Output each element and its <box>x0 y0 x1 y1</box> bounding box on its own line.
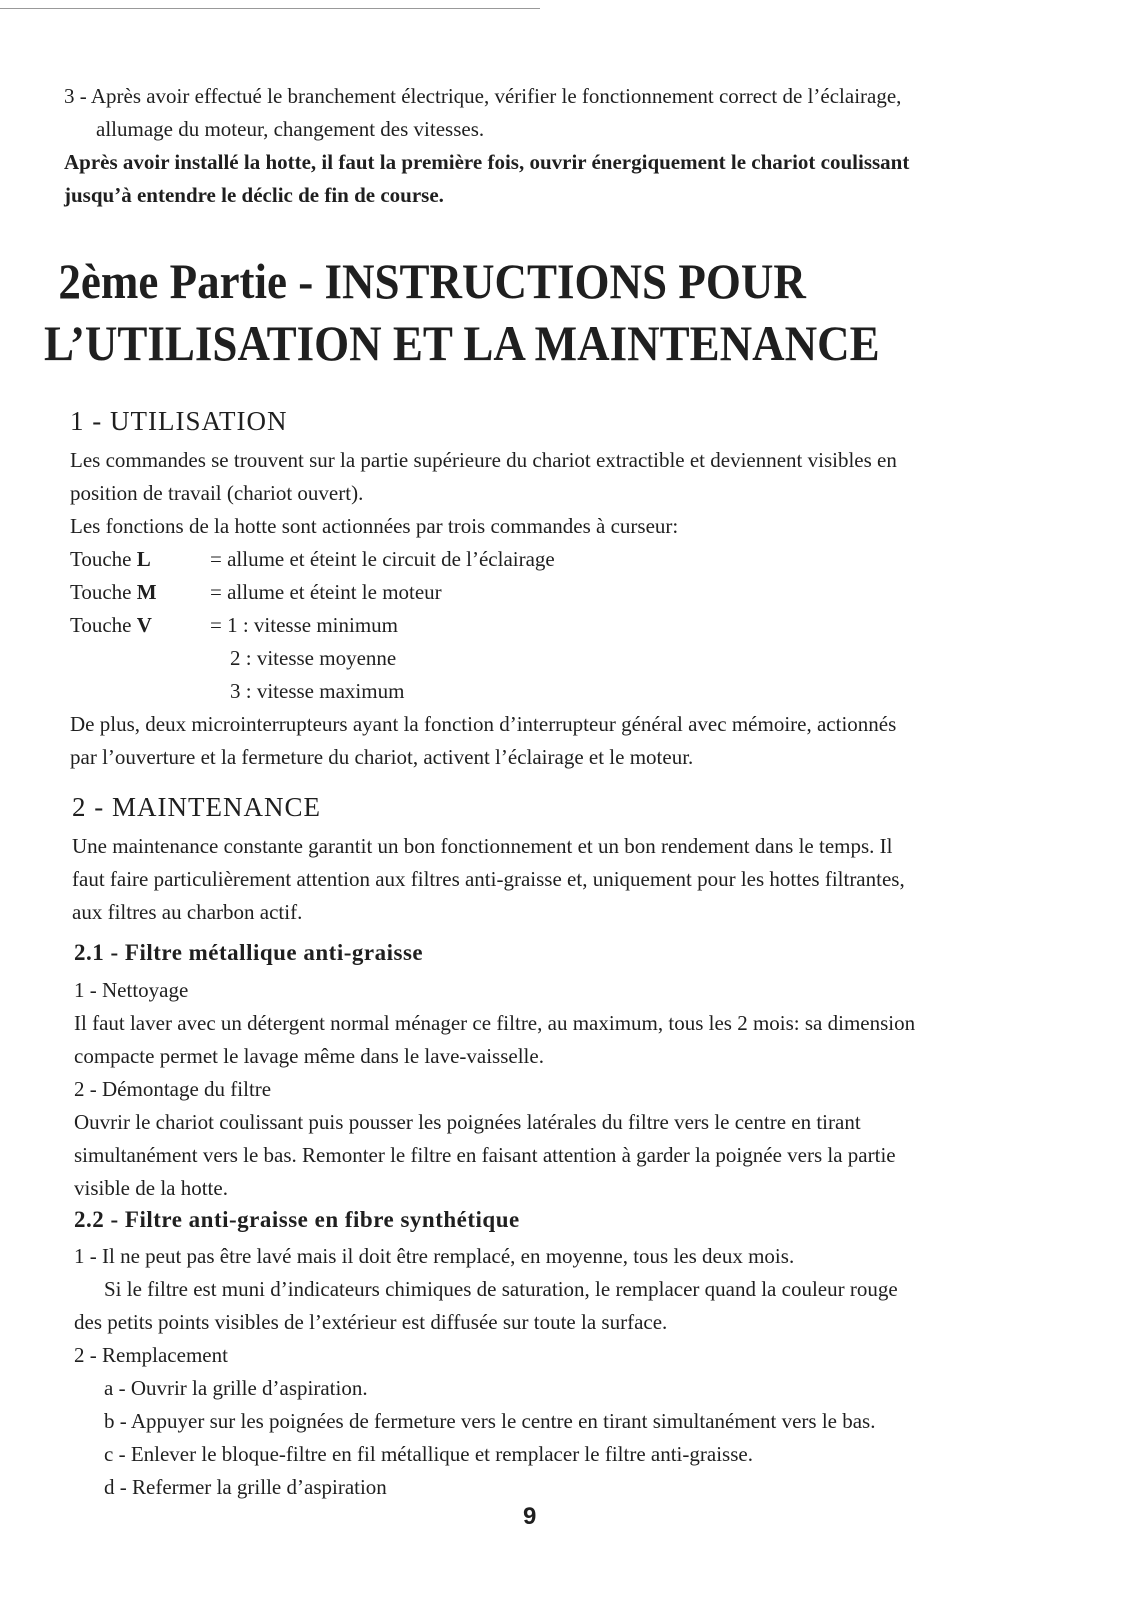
remplacement-step-d: d - Refermer la grille d’aspiration <box>104 1475 387 1499</box>
demontage-title: 2 - Démontage du filtre <box>74 1077 272 1101</box>
utilisation-p1-line1: Les commandes se trouvent sur la partie supérieure du chariot extractible et deviennent visibles en <box>70 448 897 472</box>
utilisation-p2: Les fonctions de la hotte sont actionnées par trois commandes à curseur: <box>70 514 679 538</box>
nettoyage-line2: compacte permet le lavage même dans le lave-vaisselle. <box>74 1044 544 1068</box>
part-title-line1: 2ème Partie - INSTRUCTIONS POUR <box>58 253 806 309</box>
filtre-metallique-body <box>74 974 915 1205</box>
heading-filtre-synthetique: 2.2 - Filtre anti-graisse en fibre synthétique <box>74 1207 520 1232</box>
maintenance-line2: faut faire particulièrement attention aux filtres anti-graisse et, uniquement pour les hottes filtrantes, <box>72 867 905 891</box>
maintenance-line1: Une maintenance constante garantit un bon fonctionnement et un bon rendement dans le temps. Il <box>72 834 893 858</box>
remplacement-step-b: b - Appuyer sur les poignées de fermeture vers le centre en tirant simultanément vers le bas. <box>104 1409 876 1433</box>
remplacement-step-c: c - Enlever le bloque-filtre en fil métallique et remplacer le filtre anti-graisse. <box>104 1442 753 1466</box>
key-value: = allume et éteint le moteur <box>210 580 442 604</box>
page-number: 9 <box>523 1503 537 1530</box>
key-prefix: Touche <box>70 547 137 571</box>
top-rule <box>0 8 540 9</box>
synth-s1-line3: des petits points visibles de l’extérieur est diffusée sur toute la surface. <box>74 1310 668 1334</box>
nettoyage-line1: Il faut laver avec un détergent normal ménager ce filtre, au maximum, tous les 2 mois: sa dimension <box>74 1011 916 1035</box>
heading-maintenance: 2 - MAINTENANCE <box>72 792 321 822</box>
key-prefix: Touche <box>70 580 137 604</box>
speed-3: 3 : vitesse maximum <box>230 679 405 703</box>
utilisation-p1-line2: position de travail (chariot ouvert). <box>70 481 364 505</box>
key-value: = 1 : vitesse minimum <box>210 613 399 637</box>
part-title-line2: L’UTILISATION ET LA MAINTENANCE <box>44 315 880 371</box>
utilisation-body <box>70 444 897 774</box>
intro-section <box>64 80 909 212</box>
speed-2: 2 : vitesse moyenne <box>230 646 397 670</box>
maintenance-body <box>72 830 905 929</box>
key-row-v <box>70 609 897 642</box>
heading-filtre-metallique: 2.1 - Filtre métallique anti-graisse <box>74 940 424 965</box>
intro-step3-line1: 3 - Après avoir effectué le branchement électrique, vérifier le fonctionnement correct de l’éclairage, <box>64 84 902 108</box>
filtre-synthetique-body <box>74 1240 898 1504</box>
key-letter: V <box>136 613 152 637</box>
intro-step3-line2: allumage du moteur, changement des vitesses. <box>96 117 485 141</box>
synth-s1-line1: 1 - Il ne peut pas être lavé mais il doit être remplacé, en moyenne, tous les deux mois. <box>74 1244 795 1268</box>
demontage-line1: Ouvrir le chariot coulissant puis pousser les poignées latérales du filtre vers le centre en tirant <box>74 1110 861 1134</box>
heading-utilisation: 1 - UTILISATION <box>70 406 288 436</box>
remplacement-title: 2 - Remplacement <box>74 1343 228 1367</box>
key-row-l <box>70 543 897 576</box>
key-letter: M <box>136 580 157 604</box>
key-row-m <box>70 576 897 609</box>
maintenance-line3: aux filtres au charbon actif. <box>72 900 303 924</box>
intro-bold-line1: Après avoir installé la hotte, il faut la première fois, ouvrir énergiquement le chariot coulissant <box>64 150 910 174</box>
demontage-line3: visible de la hotte. <box>74 1176 228 1200</box>
key-letter: L <box>136 547 151 571</box>
remplacement-step-a: a - Ouvrir la grille d’aspiration. <box>104 1376 368 1400</box>
utilisation-p3-line1: De plus, deux microinterrupteurs ayant la fonction d’interrupteur général avec mémoire, actionnés <box>70 712 897 736</box>
nettoyage-title: 1 - Nettoyage <box>74 978 189 1002</box>
synth-s1-line2: Si le filtre est muni d’indicateurs chimiques de saturation, le remplacer quand la couleur rouge <box>104 1277 898 1301</box>
key-value: = allume et éteint le circuit de l’éclairage <box>210 547 555 571</box>
part-title <box>44 250 880 374</box>
intro-bold-line2: jusqu’à entendre le déclic de fin de course. <box>64 183 444 207</box>
utilisation-p3-line2: par l’ouverture et la fermeture du chariot, activent l’éclairage et le moteur. <box>70 745 694 769</box>
key-prefix: Touche <box>70 613 137 637</box>
demontage-line2: simultanément vers le bas. Remonter le filtre en faisant attention à garder la poignée vers la partie <box>74 1143 896 1167</box>
